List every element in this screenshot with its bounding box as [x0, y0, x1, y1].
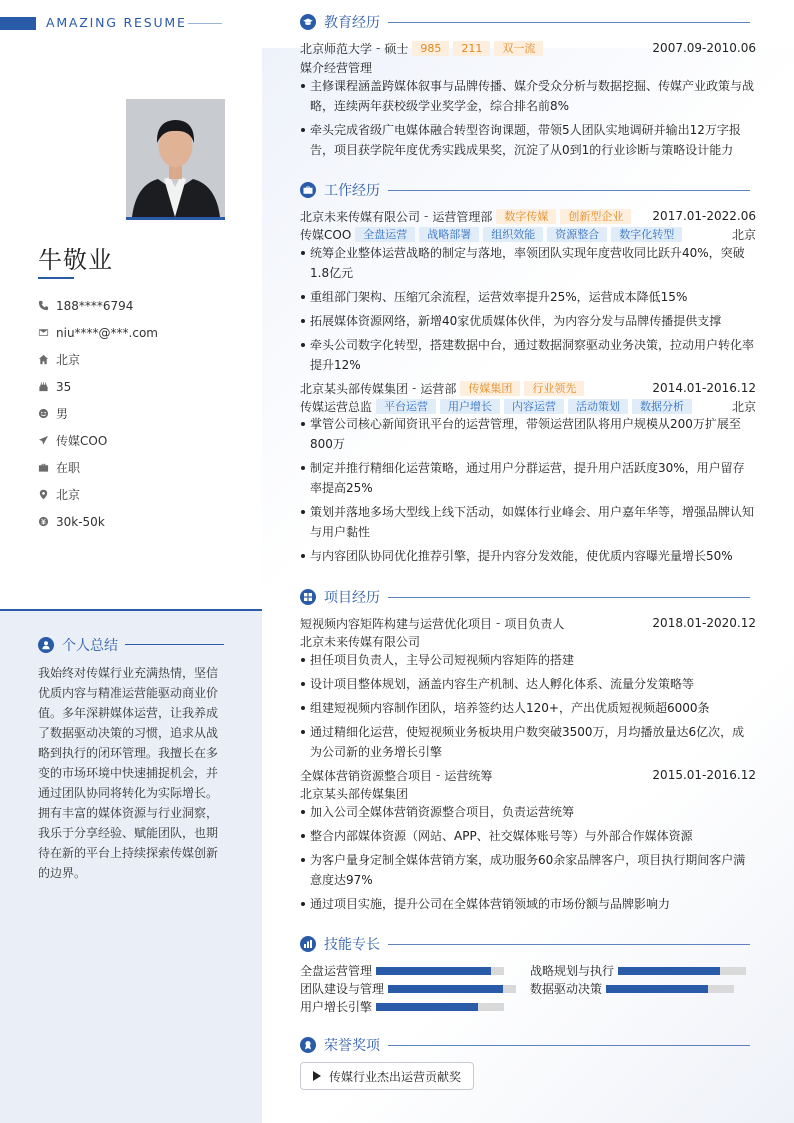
project-company-row	[300, 632, 756, 650]
info-status	[38, 454, 158, 481]
separator: -	[424, 209, 429, 223]
project-company: 北京未来传媒有限公司	[300, 634, 421, 649]
skill-item	[300, 998, 504, 1015]
education-major-row	[300, 58, 756, 76]
age-text: 35	[56, 379, 72, 394]
education-period: 2007.09-2010.06	[652, 41, 756, 55]
job-city: 北京	[731, 399, 756, 414]
school-tag: 双一流	[494, 41, 543, 56]
skill-item	[300, 980, 516, 997]
brand-divider	[188, 23, 222, 24]
project-name: 全媒体营销资源整合项目	[300, 768, 433, 783]
skill-name: 用户增长引擎	[300, 1000, 373, 1014]
skill-bar-fill	[618, 967, 720, 975]
info-salary	[38, 508, 158, 535]
avatar-portrait	[126, 99, 225, 217]
home-icon	[38, 354, 49, 365]
job-position: 传媒运营总监	[300, 399, 373, 414]
company-tag: 创新型企业	[560, 209, 631, 224]
education-header-row	[300, 39, 756, 57]
left-column	[0, 0, 262, 1123]
briefcase-icon	[38, 462, 49, 473]
skills-section-header	[300, 934, 750, 954]
project-header-row	[300, 766, 756, 784]
degree: 硕士	[384, 41, 409, 56]
list-item: 掌管公司核心新闻资讯平台的运营管理，带领运营团队将用户规模从200万扩展至800万	[300, 414, 756, 454]
phone-icon	[38, 300, 49, 311]
skill-name: 团队建设与管理	[300, 982, 385, 996]
list-item: 组建短视频内容制作团队，培养签约达人120+，产出优质短视频超6000条	[300, 698, 756, 718]
skill-bar	[388, 985, 516, 993]
company-name: 北京未来传媒有限公司	[300, 209, 421, 224]
skill-tag: 数据分析	[632, 399, 692, 414]
list-item: 为客户量身定制全媒体营销方案，成功服务60余家品牌客户，项目执行期间客户满意度达97%	[300, 850, 756, 890]
major: 媒介经营管理	[300, 60, 373, 75]
user-icon	[38, 637, 54, 653]
list-item: 担任项目负责人，主导公司短视频内容矩阵的搭建	[300, 650, 756, 670]
skill-name: 数据驱动决策	[530, 982, 603, 996]
brand-title: AMAZING RESUME	[46, 15, 187, 30]
list-item: 策划并落地多场大型线上线下活动，如媒体行业峰会、用户嘉年华等，增强品牌认知与用户黏性	[300, 502, 756, 542]
contact-info-list	[38, 292, 158, 535]
grid-icon	[300, 589, 316, 605]
list-item: 重组部门架构、压缩冗余流程，运营效率提升25%，运营成本降低15%	[300, 287, 756, 307]
skill-tag: 平台运营	[376, 399, 436, 414]
summary-text: 我始终对传媒行业充满热情，坚信优质内容与精准运营能驱动商业价值。多年深耕媒体运营，让我养成了数据驱动决策的习惯，追求从战略到执行的闭环管理。我擅长在多变的市场环境中快速捕捉机会，并通过团队协同将转化为实际增长。拥有丰富的媒体资源与行业洞察，我乐于分享经验、赋能团队，也期待在新的平台上持续探索传媒创新的边界。	[38, 666, 219, 880]
list-item: 通过精细化运营，使短视频业务板块用户数突破3500万，月均播放量达6亿次，成为公司新的业务增长引擎	[300, 722, 756, 762]
job-position: 传媒COO	[300, 227, 352, 242]
company-tag: 行业领先	[524, 381, 584, 396]
education-title: 教育经历	[324, 15, 380, 31]
gender-text: 男	[56, 407, 69, 421]
education-bullets	[300, 76, 756, 164]
status-text: 在职	[56, 461, 81, 475]
target-city-text: 北京	[56, 488, 81, 502]
phone-text: 188****6794	[56, 298, 134, 313]
skill-name: 全盘运营管理	[300, 964, 373, 978]
company-tag: 数字传媒	[496, 209, 556, 224]
list-item: 通过项目实施，提升公司在全媒体营销领域的市场份额与品牌影响力	[300, 894, 756, 914]
skill-item	[300, 962, 504, 979]
info-target-city	[38, 481, 158, 508]
info-phone	[38, 292, 158, 319]
skill-bar	[606, 985, 734, 993]
skill-bar	[618, 967, 746, 975]
company-tag: 传媒集团	[460, 381, 520, 396]
project-company: 北京某头部传媒集团	[300, 786, 409, 801]
project-period: 2018.01-2020.12	[652, 616, 756, 630]
summary-title: 个人总结	[62, 638, 118, 654]
honors-rule	[388, 1045, 750, 1046]
skill-tag: 资源整合	[547, 227, 607, 242]
graduation-cap-icon	[300, 14, 316, 30]
job-header-row	[300, 379, 756, 397]
skill-item	[530, 962, 746, 979]
skill-bar	[376, 967, 504, 975]
projects-section-header	[300, 587, 750, 607]
brand-bar	[0, 17, 36, 30]
job-header-row	[300, 207, 756, 225]
project-header-row	[300, 614, 756, 632]
avatar	[126, 99, 225, 220]
list-item: 设计项目整体规划，涵盖内容生产机制、达人孵化体系、流量分发策略等	[300, 674, 756, 694]
separator: -	[412, 381, 417, 395]
honors-title: 荣誉奖项	[324, 1038, 380, 1054]
list-item: 与内容团队协同优化推荐引擎，提升内容分发效能，使优质内容曝光量增长50%	[300, 546, 756, 566]
education-section-header	[300, 12, 750, 32]
job-bullets	[300, 414, 756, 570]
project-name: 短视频内容矩阵构建与运营优化项目	[300, 616, 493, 631]
skill-name: 战略规划与执行	[530, 964, 615, 978]
skill-tag: 战略部署	[419, 227, 479, 242]
separator: -	[376, 41, 381, 55]
skills-rule	[388, 944, 750, 945]
skill-tag: 数字化转型	[611, 227, 682, 242]
job-bullets	[300, 243, 756, 379]
bar-chart-icon	[300, 936, 316, 952]
project-company-row	[300, 784, 756, 802]
skill-bar-fill	[376, 967, 491, 975]
project-bullets	[300, 802, 756, 918]
project-bullets	[300, 650, 756, 766]
summary-divider	[125, 644, 224, 645]
name-underline	[38, 277, 74, 279]
job-position-row	[300, 397, 756, 415]
list-item: 制定并推行精细化运营策略，通过用户分群运营，提升用户活跃度30%，用户留存率提高25%	[300, 458, 756, 498]
company-name: 北京某头部传媒集团	[300, 381, 409, 396]
projects-title: 项目经历	[324, 590, 380, 606]
location-pin-icon	[38, 489, 49, 500]
skill-tag: 活动策划	[568, 399, 628, 414]
department: 运营管理部	[432, 209, 493, 224]
residence-text: 北京	[56, 353, 81, 367]
birthday-cake-icon	[38, 381, 49, 392]
project-role: 项目负责人	[504, 616, 565, 631]
list-item: 拓展媒体资源网络，新增40家优质媒体伙伴，为内容分发与品牌传播提供支撑	[300, 311, 756, 331]
salary-text: 30k-50k	[56, 514, 105, 529]
school-name: 北京师范大学	[300, 41, 373, 56]
list-item: 整合内部媒体资源（网站、APP、社交媒体账号等）与外部合作媒体资源	[300, 826, 756, 846]
skill-bar-fill	[388, 985, 503, 993]
skills-title: 技能专长	[324, 937, 380, 953]
mail-icon	[38, 327, 49, 338]
work-rule	[388, 190, 750, 191]
skill-bar-fill	[606, 985, 708, 993]
skill-bar	[376, 1003, 504, 1011]
list-item: 加入公司全媒体营销资源整合项目，负责运营统筹	[300, 802, 756, 822]
salary-icon	[38, 516, 49, 527]
info-target-position	[38, 427, 158, 454]
project-period: 2015.01-2016.12	[652, 768, 756, 782]
school-tag: 211	[453, 41, 490, 56]
honors-section-header	[300, 1035, 750, 1055]
list-item: 主修课程涵盖跨媒体叙事与品牌传播、媒介受众分析与数据挖掘、传媒产业政策与战略，连续两年获校级学业奖学金，综合排名前8%	[300, 76, 756, 116]
list-item: 统筹企业整体运营战略的制定与落地，率领团队实现年度营收同比跃升40%，突破1.8亿元	[300, 243, 756, 283]
award-name: 传媒行业杰出运营贡献奖	[329, 1069, 462, 1084]
summary-panel	[0, 609, 262, 1123]
skill-item	[530, 980, 734, 997]
award-icon	[300, 1037, 316, 1053]
skill-tag: 组织效能	[483, 227, 543, 242]
skill-tag: 内容运营	[504, 399, 564, 414]
job-position-row	[300, 225, 756, 243]
info-gender	[38, 400, 158, 427]
list-item: 牵头公司数字化转型，搭建数据中台，通过数据洞察驱动业务决策，拉动用户转化率提升12%	[300, 335, 756, 375]
send-icon	[38, 435, 49, 446]
skill-bar-fill	[376, 1003, 478, 1011]
work-section-header	[300, 180, 750, 200]
play-icon	[313, 1071, 321, 1081]
department: 运营部	[420, 381, 457, 396]
summary-header	[38, 635, 118, 655]
separator: -	[436, 768, 441, 782]
separator: -	[496, 616, 501, 630]
skill-tag: 全盘运营	[355, 227, 415, 242]
skill-tag: 用户增长	[440, 399, 500, 414]
job-period: 2014.01-2016.12	[652, 381, 756, 395]
info-residence	[38, 346, 158, 373]
briefcase-icon	[300, 182, 316, 198]
profile-name: 牛敬业	[38, 246, 113, 274]
target-position-text: 传媒COO	[56, 434, 108, 448]
school-tag: 985	[412, 41, 449, 56]
project-role: 运营统筹	[444, 768, 493, 783]
projects-rule	[388, 597, 750, 598]
education-rule	[388, 22, 750, 23]
list-item: 牵头完成省级广电媒体融合转型咨询课题，带领5人团队实地调研并输出12万字报告，项目获学院年度优秀实践成果奖，沉淀了从0到1的行业诊断与策略设计能力	[300, 120, 756, 160]
award-badge	[300, 1062, 474, 1090]
email-text: niu****@***.com	[56, 325, 158, 340]
work-title: 工作经历	[324, 183, 380, 199]
info-age	[38, 373, 158, 400]
info-email	[38, 319, 158, 346]
job-period: 2017.01-2022.06	[652, 209, 756, 223]
gender-icon	[38, 408, 49, 419]
job-city: 北京	[731, 227, 756, 242]
